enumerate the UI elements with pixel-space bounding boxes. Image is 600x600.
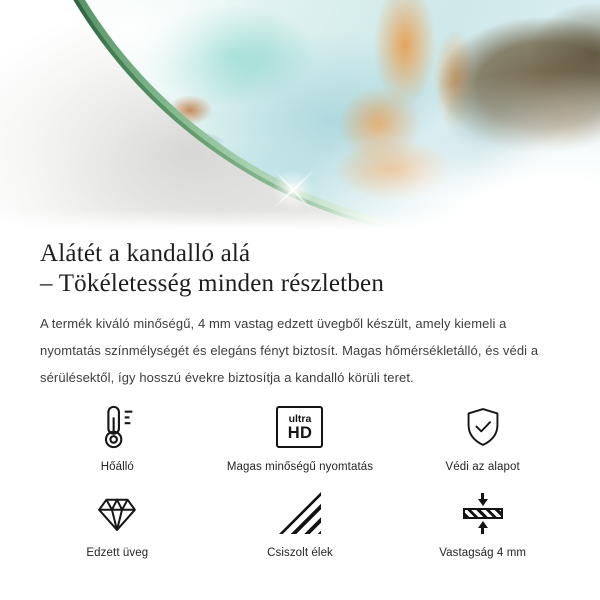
feature-polished-edges <box>209 489 392 559</box>
content-section <box>0 239 600 391</box>
feature-thickness <box>391 489 574 559</box>
feature-grid <box>0 403 600 559</box>
feature-label: Védi az alapot <box>445 461 520 473</box>
page-title <box>40 239 560 299</box>
feature-label: Vastagság 4 mm <box>439 547 527 559</box>
shield-check-icon <box>462 403 504 451</box>
arrow-down-head <box>478 499 488 506</box>
feature-tempered-glass <box>26 489 209 559</box>
hero-bottom-fade <box>0 210 600 232</box>
diagonal-stripes-triangle <box>279 492 321 534</box>
arrow-up-stem <box>481 528 484 534</box>
polished-edges-icon <box>279 489 321 537</box>
hatched-bar <box>463 508 503 519</box>
ultra-hd-badge <box>276 406 323 448</box>
page-title-line2: – Tökéletesség minden részletben <box>40 270 385 297</box>
ultra-hd-badge-top-text: ultra <box>288 412 312 425</box>
feature-protects-base <box>391 403 574 473</box>
feature-label: Magas minőségű nyomtatás <box>226 461 374 473</box>
feature-label: Csiszolt élek <box>267 547 333 559</box>
feature-print-quality <box>209 403 392 473</box>
product-photo <box>0 0 600 232</box>
feature-heat-resistant <box>26 403 209 473</box>
ultra-hd-badge-bottom-text: HD <box>287 423 313 442</box>
thickness-arrows-bar <box>463 493 503 534</box>
diamond-icon <box>95 489 139 537</box>
product-description: A termék kiváló minőségű, 4 mm vastag edzett üvegből készült, amely kiemeli a nyomtatás színmélységét és elegáns fényt biztosít. Magas hőmérsékletálló, és védi a sérülésektől, így hosszú évekre biztosítja a kandalló körüli teret. <box>40 316 539 385</box>
thermometer-icon <box>99 403 135 451</box>
feature-label: Hőálló <box>100 461 134 473</box>
ultra-hd-icon <box>276 403 323 451</box>
page-title-line1: Alátét a kandalló alá <box>40 240 251 267</box>
feature-label: Edzett üveg <box>86 547 149 559</box>
arrow-up-head <box>478 521 488 528</box>
thickness-icon <box>463 489 503 537</box>
